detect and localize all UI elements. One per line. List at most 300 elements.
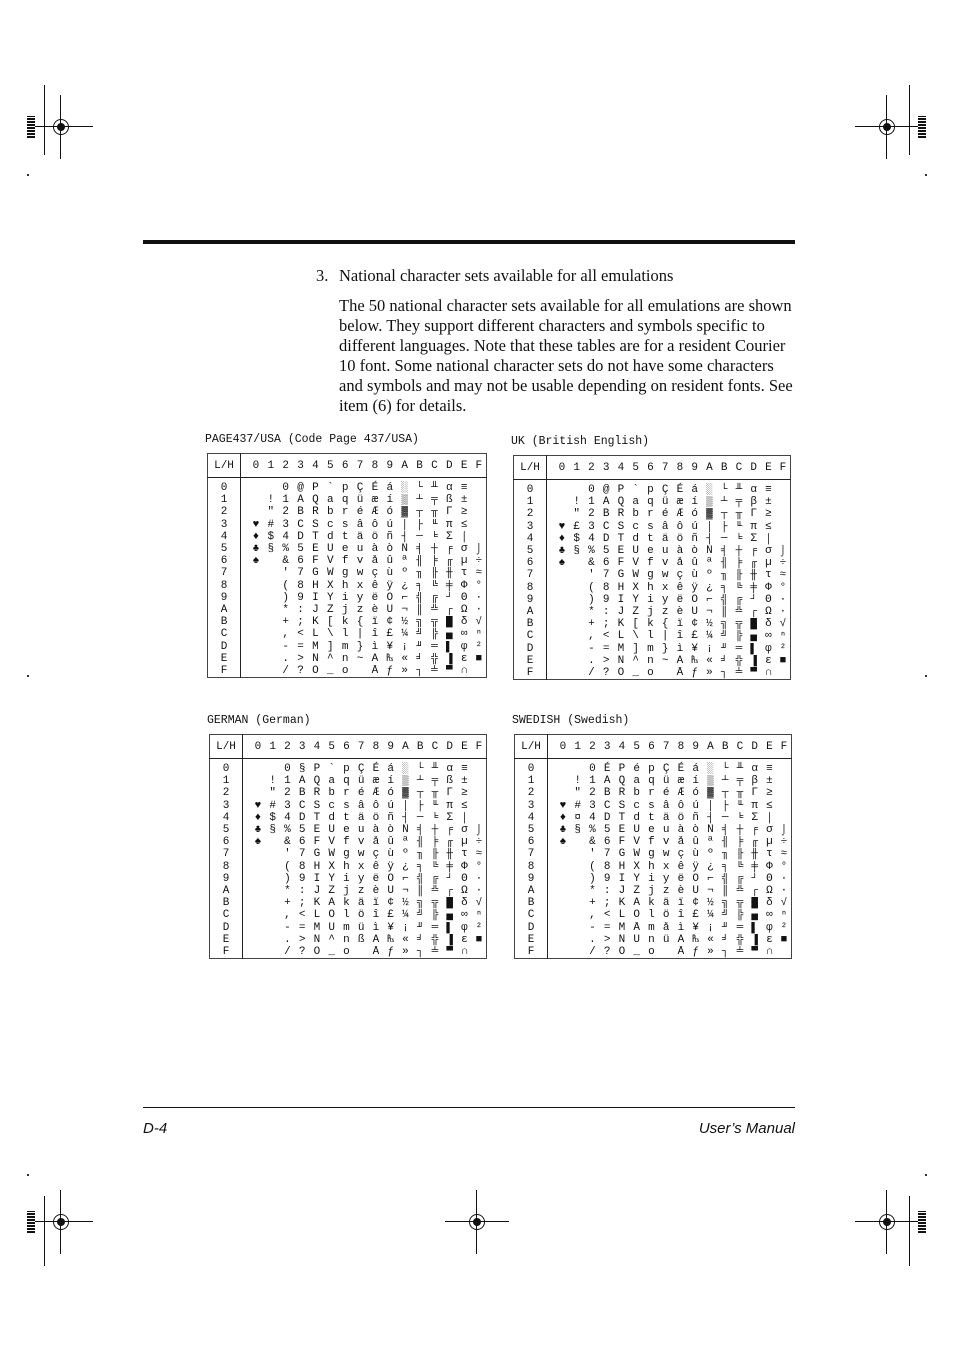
table-cell: β (751, 775, 758, 788)
row-header: A (210, 885, 243, 897)
table-cell: ♥ (559, 799, 567, 812)
row-header: B (514, 618, 547, 630)
table-cell (548, 934, 556, 946)
table-cell: 7 (297, 567, 304, 580)
table-cell: Ö (387, 872, 394, 885)
row-header: 8 (515, 861, 548, 873)
table-cell: ≈ (779, 569, 787, 582)
table-cell: B (602, 508, 610, 521)
table-cell: æ (676, 496, 684, 509)
table-cell: Γ (750, 508, 757, 521)
table-cell (570, 885, 585, 897)
table-cell: ░ (401, 482, 408, 494)
crop-tick (925, 1174, 927, 1176)
table-cell (548, 787, 556, 799)
table-cell: ò (691, 545, 698, 558)
column-header: 8 (674, 735, 689, 759)
table-cell: | (661, 630, 669, 643)
table-cell: ┐ (720, 667, 728, 680)
table-cell: ♥ (252, 518, 260, 531)
table-cell: α (446, 482, 453, 494)
table-cell: n (341, 652, 349, 665)
table-cell: M (312, 640, 319, 653)
table-cell: ç (677, 848, 685, 861)
table-cell: ╠ (431, 909, 439, 922)
charset-table-block (205, 433, 488, 688)
table-cell: ê (372, 860, 380, 873)
column-header: D (442, 454, 457, 478)
table-cell: 7 (603, 848, 611, 861)
table-cell: ╦ (431, 897, 439, 910)
table-cell: ß (446, 494, 453, 507)
table-cell: z (661, 606, 669, 619)
table-row (515, 946, 792, 959)
table-cell: ╖ (721, 848, 729, 861)
table-cell: à (371, 543, 379, 556)
table-cell (241, 531, 249, 543)
table-cell (243, 800, 251, 812)
table-cell: w (661, 569, 669, 582)
table-row (514, 557, 791, 569)
table-cell: √ (475, 897, 483, 910)
table-cell: ▓ (707, 787, 714, 800)
table-cell: c (633, 799, 640, 812)
table-cell: D (603, 811, 611, 824)
table-cell: ⌐ (401, 591, 408, 604)
table-cell (249, 641, 264, 653)
table-cell: Ä (677, 933, 685, 946)
table-cell: U (328, 824, 335, 837)
table-cell: í (387, 775, 394, 788)
column-header: B (717, 456, 732, 480)
table-cell: E (617, 545, 625, 558)
table-cell: ⁿ (475, 628, 483, 641)
table-cell (556, 897, 571, 909)
table-cell (249, 604, 264, 616)
table-cell: ; (603, 897, 611, 910)
table-cell: ú (386, 518, 394, 531)
table-row (210, 909, 487, 921)
table-cell: ╟ (431, 567, 438, 580)
table-cell: e (343, 824, 350, 837)
table-cell (243, 922, 251, 934)
table-cell: ¿ (402, 860, 409, 873)
table-cell: ├ (416, 518, 423, 531)
table-cell (548, 824, 556, 836)
table-cell: 1 (284, 775, 291, 788)
table-cell: T (618, 811, 626, 824)
table-cell: ∩ (460, 665, 468, 678)
column-header: 0 (249, 454, 264, 478)
charset-table (514, 734, 792, 959)
table-cell (569, 594, 584, 606)
column-header: 4 (615, 735, 630, 759)
table-cell: I (617, 593, 625, 606)
registration-mark-icon (47, 113, 75, 141)
table-cell: Ñ (706, 545, 713, 558)
table-cell (569, 480, 584, 497)
table-cell (243, 861, 251, 873)
table-cell: ¡ (706, 642, 713, 655)
table-row (515, 836, 792, 848)
table-cell: P (312, 482, 319, 494)
table-cell: < (603, 909, 611, 922)
table-cell: ┴ (416, 775, 424, 788)
table-cell: ╣ (416, 872, 424, 885)
table-cell: 6 (298, 836, 306, 849)
table-cell: ╕ (416, 579, 423, 592)
registration-mark-icon (463, 1208, 491, 1236)
table-cell: « (401, 652, 408, 665)
table-cell: ┌ (446, 604, 453, 617)
table-cell: Å (676, 667, 684, 680)
table-cell: ∙ (475, 591, 483, 604)
row-header: F (210, 946, 243, 959)
table-cell (556, 922, 571, 934)
table-cell (249, 665, 264, 678)
table-cell (569, 557, 584, 569)
table-cell: ♣ (559, 824, 567, 837)
table-cell: ß (446, 775, 453, 788)
table-cell: π (446, 518, 453, 531)
table-cell: b (328, 787, 335, 800)
table-cell: ╝ (720, 630, 728, 643)
table-cell: B (298, 787, 306, 800)
table-cell: § (574, 824, 581, 837)
table-cell: ╡ (721, 824, 729, 837)
column-header: E (761, 456, 776, 480)
table-cell: Ö (691, 593, 698, 606)
table-cell: α (750, 484, 757, 496)
table-cell: ' (589, 848, 596, 861)
column-header: 4 (614, 456, 629, 480)
table-cell: è (676, 606, 684, 619)
table-cell: ═ (431, 640, 438, 653)
table-cell: ó (691, 508, 698, 521)
table-cell (472, 665, 487, 678)
table-cell: - (589, 921, 596, 934)
table-cell: ╤ (431, 775, 439, 788)
charset-table-title: PAGE437/USA (Code Page 437/USA) (205, 433, 419, 446)
table-cell: > (297, 652, 304, 665)
table-cell: ] (327, 640, 334, 653)
registration-mark-icon (873, 113, 901, 141)
table-cell (555, 594, 570, 606)
row-header: 5 (210, 824, 243, 836)
table-cell: w (356, 567, 364, 580)
table-cell: ╧ (736, 946, 744, 959)
table-cell: ─ (416, 530, 423, 543)
table-cell: ╧ (735, 667, 743, 680)
table-cell: ─ (721, 811, 729, 824)
column-header: 3 (599, 456, 614, 480)
table-cell: , (284, 909, 291, 922)
table-cell: x (356, 579, 364, 592)
table-row (515, 800, 792, 812)
column-header: 7 (658, 456, 673, 480)
table-row (208, 567, 487, 579)
table-cell: Ç (357, 763, 365, 775)
table-cell: 5 (602, 545, 610, 558)
table-cell (548, 836, 556, 848)
row-header: F (208, 665, 241, 678)
table-cell: W (327, 567, 334, 580)
table-cell: í (386, 494, 394, 507)
table-cell: · (779, 606, 787, 619)
table-cell: z (662, 885, 670, 898)
row-header: 1 (515, 775, 548, 787)
table-cell: § (269, 824, 276, 837)
table-cell: E (618, 824, 626, 837)
table-cell: . (589, 933, 596, 946)
table-cell: " (574, 787, 581, 800)
row-header: 0 (514, 480, 547, 497)
table-cell: ä (661, 532, 669, 545)
table-cell: ░ (402, 763, 409, 775)
table-cell (241, 592, 249, 604)
table-cell: Æ (372, 787, 380, 800)
table-cell: │ (401, 518, 408, 531)
row-header: 3 (210, 800, 243, 812)
table-cell (241, 665, 249, 678)
table-cell: ç (676, 569, 684, 582)
table-cell: O (618, 946, 626, 959)
table-row (210, 885, 487, 897)
table-cell: ⌡ (780, 824, 788, 837)
column-header: A (703, 735, 718, 759)
table-cell (556, 787, 571, 799)
table-cell: [ (327, 616, 334, 629)
table-cell: b (632, 508, 639, 521)
row-header: 5 (208, 543, 241, 555)
corner-header: L/H (515, 735, 548, 759)
table-cell (251, 775, 266, 787)
table-cell: C (297, 518, 304, 531)
column-header: B (718, 735, 733, 759)
table-cell: u (356, 543, 364, 556)
table-cell: ╝ (721, 909, 729, 922)
table-cell (251, 787, 266, 799)
table-cell: a (633, 775, 640, 788)
table-cell: p (343, 763, 350, 775)
table-cell: █ (750, 618, 757, 631)
table-cell: t (343, 811, 350, 824)
table-cell (263, 665, 278, 678)
table-cell: ± (461, 775, 468, 788)
row-header: 4 (208, 531, 241, 543)
table-cell: â (357, 799, 365, 812)
table-cell: ╩ (736, 885, 744, 898)
table-cell: U (327, 543, 334, 556)
table-row (208, 628, 487, 640)
table-cell: » (707, 946, 714, 959)
table-cell: ■ (475, 652, 483, 665)
table-cell: ┬ (416, 787, 424, 800)
table-cell: ▐ (446, 652, 453, 665)
table-cell: å (662, 921, 670, 934)
table-cell: ╕ (721, 860, 729, 873)
table-cell (249, 628, 264, 640)
table-cell: a (632, 496, 639, 509)
table-cell: G (313, 848, 321, 861)
table-cell: ! (269, 775, 276, 788)
table-cell: ε (765, 654, 772, 667)
table-cell: √ (779, 618, 787, 631)
table-cell: ê (371, 579, 379, 592)
table-cell (249, 567, 264, 579)
table-row (514, 508, 791, 520)
table-cell: σ (765, 545, 772, 558)
table-cell: └ (721, 763, 729, 775)
table-cell: ? (602, 667, 610, 680)
table-cell (555, 630, 570, 642)
table-cell: v (357, 836, 365, 849)
column-header: 0 (556, 735, 571, 759)
table-cell: ¬ (707, 885, 714, 898)
table-cell: ▐ (750, 654, 757, 667)
table-cell: ▐ (751, 933, 758, 946)
table-row (514, 643, 791, 655)
table-cell: s (647, 520, 654, 533)
table-cell: o (341, 665, 349, 678)
table-cell: ) (284, 872, 291, 885)
column-header: 2 (584, 456, 599, 480)
table-row (514, 545, 791, 557)
table-cell (265, 922, 280, 934)
table-cell: # (269, 799, 276, 812)
table-cell: º (402, 848, 409, 861)
table-cell: ╤ (735, 496, 743, 509)
crop-tick (925, 174, 927, 176)
table-cell: ≤ (765, 520, 772, 533)
table-cell: ß (357, 933, 365, 946)
table-cell: r (647, 508, 654, 521)
table-cell: ö (662, 909, 670, 922)
column-header: A (702, 456, 717, 480)
table-cell: ▒ (706, 496, 713, 509)
table-cell: j (648, 885, 655, 898)
table-cell: : (602, 606, 610, 619)
table-cell: k (647, 618, 654, 631)
table-cell (569, 569, 584, 581)
table-cell: £ (573, 520, 580, 533)
table-cell: H (313, 860, 321, 873)
column-header: 1 (263, 454, 278, 478)
table-cell (570, 922, 585, 934)
table-row (208, 494, 487, 506)
table-cell: ♦ (558, 532, 566, 545)
table-cell (243, 836, 251, 848)
charset-table-block (512, 714, 793, 967)
table-cell: · (475, 604, 483, 617)
column-header: D (747, 735, 762, 759)
table-cell: ö (357, 909, 365, 922)
table-cell: & (284, 836, 291, 849)
table-cell: á (691, 484, 698, 496)
table-cell (265, 946, 280, 959)
table-cell: v (661, 557, 669, 570)
table-cell: 3 (588, 520, 595, 533)
table-cell: ♦ (252, 530, 260, 543)
table-cell: 9 (297, 591, 304, 604)
table-cell: @ (602, 484, 610, 496)
column-header: 0 (251, 735, 266, 759)
table-cell: £ (691, 630, 698, 643)
table-cell (570, 873, 585, 885)
table-cell: ƒ (692, 946, 699, 959)
table-cell: 9 (298, 872, 306, 885)
table-cell: K (618, 897, 626, 910)
table-cell: 8 (298, 860, 306, 873)
table-cell: ╦ (736, 897, 744, 910)
table-cell: ┘ (750, 593, 757, 606)
table-cell: ≥ (461, 787, 468, 800)
table-cell: ┤ (707, 811, 714, 824)
table-cell (265, 897, 280, 909)
table-cell: . (282, 652, 289, 665)
table-cell: " (269, 787, 276, 800)
table-cell: _ (633, 946, 640, 959)
table-cell: T (312, 530, 319, 543)
table-cell: ┐ (721, 946, 729, 959)
table-cell: Ω (460, 604, 468, 617)
table-cell: 9 (602, 593, 610, 606)
row-header: 2 (514, 508, 547, 520)
table-cell: ╞ (736, 836, 744, 849)
table-cell: ' (284, 848, 291, 861)
table-cell: ÷ (780, 836, 788, 849)
table-cell: î (676, 630, 684, 643)
table-cell (241, 494, 249, 506)
table-cell: M (617, 642, 625, 655)
table-cell: x (661, 581, 669, 594)
table-cell: V (327, 555, 334, 568)
table-cell: ¢ (387, 897, 394, 910)
table-row (514, 667, 791, 680)
table-cell: Ñ (402, 824, 409, 837)
table-cell: ├ (720, 520, 728, 533)
table-cell: S (312, 518, 319, 531)
table-cell: ⌠ (460, 530, 468, 543)
table-cell: ï (371, 616, 379, 629)
table-cell: ! (573, 496, 580, 509)
table-cell (548, 946, 556, 959)
row-header: 5 (514, 545, 547, 557)
table-cell: ⌡ (475, 543, 483, 556)
table-cell: o (648, 946, 655, 959)
table-cell: y (661, 593, 669, 606)
table-cell: ¿ (401, 579, 408, 592)
table-cell (241, 641, 249, 653)
table-cell: ª (707, 836, 714, 849)
table-cell: A (298, 775, 306, 788)
table-cell (263, 604, 278, 616)
column-header: 2 (585, 735, 600, 759)
table-cell: ` (632, 484, 639, 496)
manual-title: User’s Manual (698, 1120, 795, 1137)
table-cell: # (267, 518, 275, 531)
table-cell: * (282, 604, 289, 617)
table-cell (555, 667, 570, 680)
row-header: 8 (208, 580, 241, 592)
table-cell: h (341, 579, 349, 592)
table-cell: p (341, 482, 349, 494)
table-cell: ╜ (720, 642, 728, 655)
table-cell: û (387, 836, 394, 849)
table-cell: Q (618, 775, 626, 788)
table-cell (243, 873, 251, 885)
table-row (515, 787, 792, 799)
